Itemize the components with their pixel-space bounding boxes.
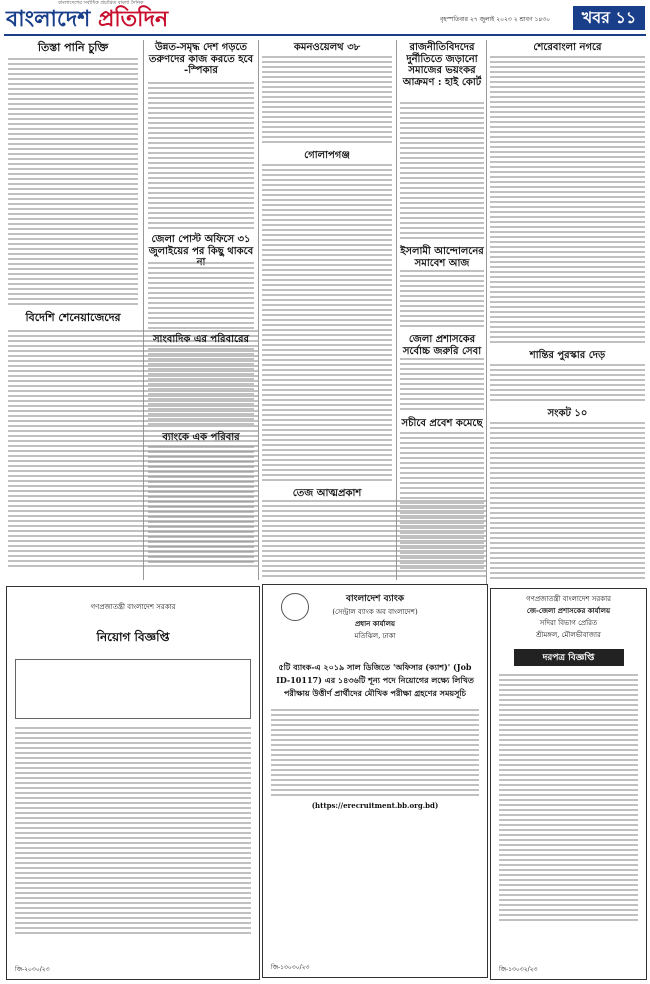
- ad-header: বাংলাদেশ ব্যাংক: [345, 594, 404, 604]
- logo-part-2: প্রতিদিন: [97, 6, 169, 32]
- ad-table: [15, 659, 251, 719]
- article-body: [148, 348, 254, 428]
- ad-footer-code: জি-১৩০৩০/২৩: [271, 964, 310, 971]
- ad-title: দরপত্র বিজ্ঞপ্তি: [514, 649, 624, 666]
- article-body: [262, 56, 392, 146]
- ad-header: গণপ্রজাতন্ত্রী বাংলাদেশ সরকার: [90, 603, 176, 611]
- article-headline[interactable]: রাজনীতিবিদদের দুর্নীতিতে জড়ানো সমাজের ভয়ংকর আক্রমণ : হাই কোর্ট: [402, 42, 482, 88]
- article-headline[interactable]: সাংবাদিক এর পরিবারের: [152, 334, 250, 345]
- ad-title: নিয়োগ বিজ্ঞপ্তি: [96, 630, 170, 644]
- masthead-tagline: বাংলাদেশের সর্বাধিক প্রচারিত বাংলা দৈনিক: [58, 0, 144, 6]
- article-headline[interactable]: জেলা পোস্ট অফিসে ৩১ জুলাইয়ের পর কিছু থাকবে: [148, 234, 254, 257]
- ad-body: [499, 674, 638, 924]
- article-headline[interactable]: তেজ আত্মপ্রকাশ: [292, 488, 362, 499]
- tender-ad[interactable]: [490, 588, 647, 980]
- article-body: [148, 446, 254, 566]
- article-body: [148, 262, 254, 332]
- ad-subheader: প্রধান কার্যালয়: [354, 619, 396, 628]
- article-headline[interactable]: বিদেশি শেনেয়াজেদের: [25, 311, 121, 324]
- article-headline[interactable]: শেরেবাংলা নগরে: [533, 42, 602, 53]
- article-body: [400, 358, 484, 414]
- article-body: [490, 364, 645, 404]
- issue-date: বৃহস্পতিবার ২৭ জুলাই ২০২৩ ২ শ্রাবণ ১৪৩০: [440, 16, 551, 23]
- ad-subheader: শ্রীমঙ্গল, মৌলভীবাজার: [536, 631, 601, 639]
- masthead-rule: [4, 34, 646, 36]
- article-headline[interactable]: তিস্তা পানি চুক্তি: [37, 41, 109, 54]
- article-body: [400, 102, 484, 242]
- article-headline[interactable]: শান্তির পুরস্কার দেড়: [529, 350, 606, 361]
- article-headline[interactable]: ইসলামী আন্দোলনের সমাবেশ আজ: [400, 246, 484, 269]
- column-divider: [258, 40, 259, 580]
- ad-link[interactable]: (https://erecruitment.bb.org.bd): [311, 801, 439, 810]
- ad-subheader: মতিঝিল, ঢাকা: [354, 632, 396, 640]
- ad-subheader: সদিরা বিভাগ প্রেরিত: [539, 619, 598, 627]
- ad-footer-code: জি-১৩০৩২/২৩: [499, 966, 538, 973]
- ad-subheader: জে-জেলা প্রশাসকের কার্যালয়: [526, 606, 611, 615]
- article-headline[interactable]: কমনওয়েলথ ৩৮: [293, 42, 361, 53]
- ad-body: [271, 709, 479, 799]
- column-divider: [396, 40, 397, 580]
- article-body: [400, 270, 484, 330]
- article-body: [262, 164, 392, 484]
- bangladesh-bank-ad[interactable]: [262, 584, 488, 978]
- bank-seal-icon: [281, 593, 309, 621]
- article-body: [490, 56, 645, 346]
- article-headline[interactable]: গোলাপগঞ্জ: [304, 150, 350, 161]
- article-headline[interactable]: ব্যাংকে এক পরিবার: [162, 432, 240, 443]
- article-body: [148, 82, 254, 232]
- logo-part-1: বাংলাদেশ: [6, 6, 91, 32]
- recruitment-ad[interactable]: [6, 586, 260, 980]
- article-headline[interactable]: জেলা প্রশাসকের সর্বোচ্চ জরুরি সেবা: [402, 334, 482, 357]
- ad-main-text: ৫টি ব্যাংক-এ ২০১৯ সাল ডিজিতে 'অফিসার (ক্যাশ)' (Job ID-10117) এর ১৪৩৬টি শূন্য পদে নিয়োগের লক্ষ্যে লিখিত পরীক্ষায় উত্তীর্ণ প্রার্থীদের মৌখিক পরীক্ষা গ্রহণের সময়সূচি: [276, 662, 474, 698]
- ad-subheader: (সেন্ট্রাল ব্যাংক অব বাংলাদেশ): [332, 608, 418, 616]
- article-body: [490, 422, 645, 582]
- article-body: [8, 58, 138, 308]
- article-headline[interactable]: উন্নত-সমৃদ্ধ দেশ গড়তে তরুণদের কাজ করতে হবে -স্পিকার: [148, 42, 254, 76]
- ad-body: [15, 727, 251, 937]
- article-headline[interactable]: সচীবে প্রবেশ কমেছে: [401, 418, 483, 429]
- section-label: খবর ১১: [573, 6, 645, 30]
- ad-header: গণপ্রজাতন্ত্রী বাংলাদেশ সরকার: [526, 595, 611, 603]
- ad-footer-code: জি-২০৩০/২৩: [15, 966, 50, 973]
- article-headline[interactable]: সংকট ১০: [547, 408, 588, 419]
- article-body: [400, 432, 484, 572]
- newspaper-logo[interactable]: [6, 4, 206, 34]
